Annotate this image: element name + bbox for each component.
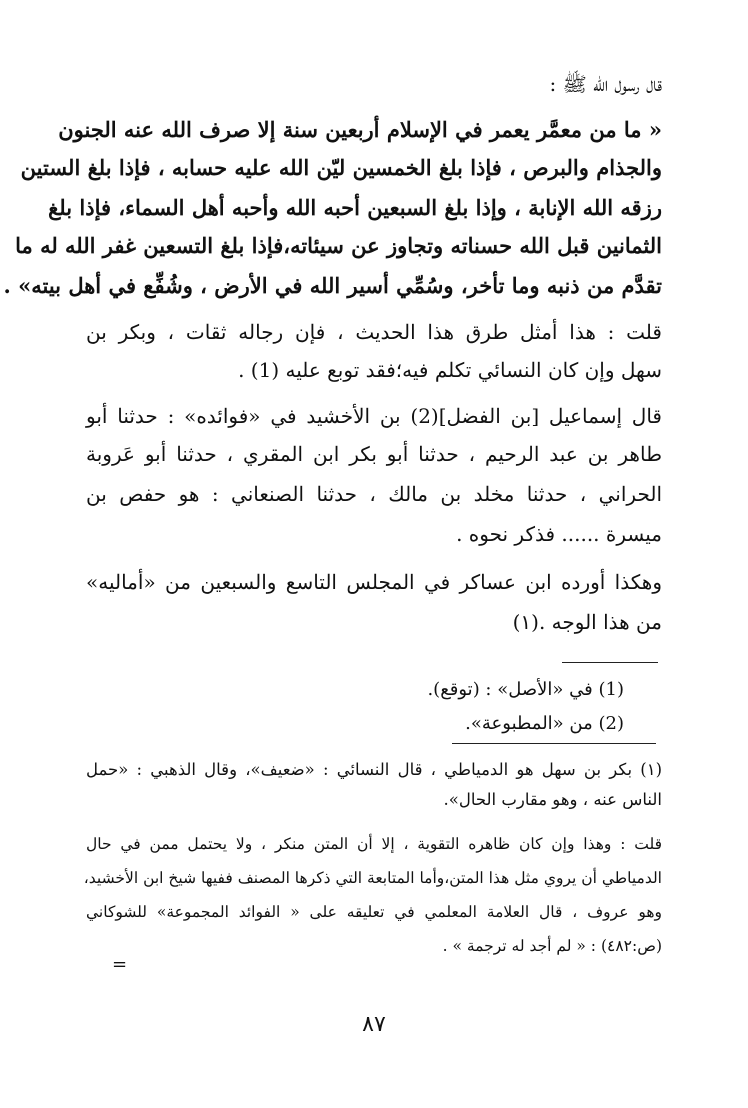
footnote-separator-bottom bbox=[452, 743, 656, 744]
page-number: ٨٧ bbox=[362, 1012, 386, 1037]
isnad-line-4: ميسرة ...... فذكر نحوه . bbox=[456, 522, 662, 546]
hadith-line-1: « ما من معمَّر يعمر في الإسلام أربعين سنة إلا صرف الله عنه الجنون bbox=[58, 117, 662, 142]
hadith-line-3: رزقه الله الإنابة ، وإذا بلغ السبعين أحبه الله وأحبه أهل السماء، فإذا بلغ bbox=[48, 195, 662, 220]
continuation-mark: = bbox=[112, 954, 128, 975]
inner-footnote-1: (1) في «الأصل» : (توقع). bbox=[427, 679, 624, 700]
outer-footnote-1-line-1: (١) بكر بن سهل هو الدمياطي ، قال النسائي : «ضعيف»، وقال الذهبي : «حمل bbox=[86, 760, 662, 779]
hadith-line-5: تقدَّم من ذنبه وما تأخر، وسُمِّي أسير الله في الأرض ، وشُفِّع في أهل بيته» . bbox=[3, 273, 662, 298]
asakir-line-1: وهكذا أورده ابن عساكر في المجلس التاسع والسبعين من «أماليه» bbox=[86, 570, 662, 594]
inner-footnote-2: (2) من «المطبوعة». bbox=[465, 713, 624, 734]
comment-line-2: سهل وإن كان النسائي تكلم فيه؛فقد توبع عليه (1) . bbox=[238, 358, 662, 382]
hadith-line-4: الثمانين قبل الله حسناته وتجاوز عن سيئاته،فإذا بلغ التسعين غفر الله له ما bbox=[15, 233, 662, 258]
outer-footnote-2-line-1: قلت : وهذا وإن كان ظاهره التقوية ، إلا أن المتن منكر ، ولا يحتمل ممن في حال bbox=[86, 835, 662, 853]
footnote-separator-top bbox=[562, 662, 658, 663]
outer-footnote-2-line-4: (ص:٤٨٢) : « لم أجد له ترجمة » . bbox=[442, 937, 662, 955]
comment-line-1: قلت : هذا أمثل طرق هذا الحديث ، فإن رجاله ثقات ، وبكر بن bbox=[86, 320, 662, 344]
isnad-line-1: قال إسماعيل [بن الفضل](2) بن الأخشيد في «فوائده» : حدثنا أبو bbox=[86, 404, 662, 428]
isnad-line-3: الحراني ، حدثنا مخلد بن مالك ، حدثنا الصنعاني : هو حفص بن bbox=[86, 482, 662, 506]
isnad-line-2: طاهر بن عبد الرحيم ، حدثنا أبو بكر ابن المقري ، حدثنا أبو عَروبة bbox=[86, 442, 662, 466]
asakir-line-2: من هذا الوجه .(١) bbox=[512, 610, 662, 634]
hadith-intro: قال رسول الله ﷺ : bbox=[549, 72, 662, 96]
hadith-line-2: والجذام والبرص ، فإذا بلغ الخمسين ليّن الله عليه حسابه ، فإذا بلغ الستين bbox=[20, 155, 662, 180]
outer-footnote-1-line-2: الناس عنه ، وهو مقارب الحال». bbox=[443, 790, 662, 809]
outer-footnote-2-line-3: وهو عروف ، قال العلامة المعلمي في تعليقه على « الفوائد المجموعة» للشوكاني bbox=[86, 903, 662, 921]
outer-footnote-2-line-2: الدمياطي أن يروي مثل هذا المتن،وأما المتابعة التي ذكرها المصنف ففيها شيخ ابن الأخشيد، bbox=[83, 869, 662, 887]
